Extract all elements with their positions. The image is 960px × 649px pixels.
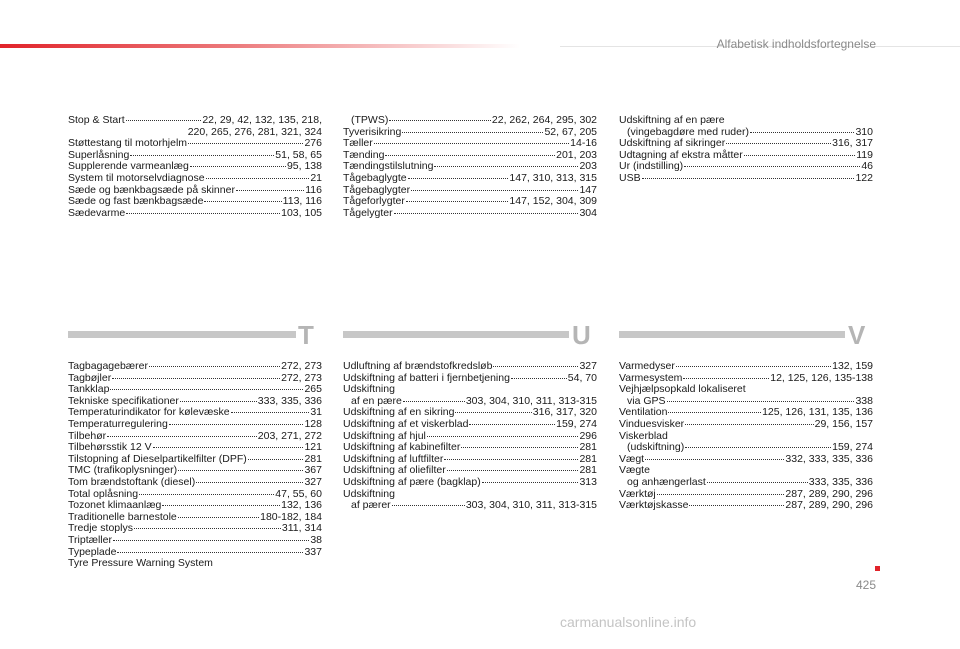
index-entry-label: Støttestang til motorhjelm: [68, 137, 188, 150]
index-entry-label: Udskiftning af luftfilter: [343, 452, 444, 465]
index-entry-pages: 316, 317: [832, 137, 873, 150]
index-entry-label: Udskiftning af oliefilter: [343, 464, 446, 477]
dot-leader: [134, 528, 281, 529]
index-entry-pages: 332, 333, 335, 336: [785, 452, 873, 465]
index-entry: [68, 196, 322, 208]
index-entry: [619, 361, 873, 373]
index-entry-label: Traditionelle barnestole: [68, 510, 177, 523]
index-entry-pages: 113, 116: [282, 195, 322, 208]
dot-leader: [461, 447, 578, 448]
index-entry-pages: 303, 304, 310, 311, 313-315: [465, 499, 597, 512]
index-entry: [619, 115, 873, 127]
index-entry-label: Tredje stoplys: [68, 522, 133, 535]
index-entry-label: Supplerende varmeanlæg: [68, 160, 189, 173]
index-entry: [619, 477, 873, 489]
dot-leader: [750, 132, 854, 133]
dot-leader: [683, 378, 769, 379]
index-entry-pages: 54, 70: [567, 371, 597, 384]
index-entry-pages: 22, 262, 264, 295, 302: [491, 114, 597, 126]
index-entry-pages: 367: [304, 464, 322, 477]
index-entry-label: Værktøjskasse: [619, 499, 689, 512]
index-entry: [343, 127, 597, 139]
index-entry-label: Tæller: [343, 137, 373, 150]
dot-leader: [645, 459, 784, 460]
watermark: carmanualsonline.info: [560, 614, 697, 630]
dot-leader: [110, 389, 303, 390]
dot-leader: [403, 401, 465, 402]
dot-leader: [117, 552, 303, 553]
index-column-1-t: [68, 361, 322, 570]
dot-leader: [126, 120, 202, 121]
index-entry-label: TMC (trafikoplysninger): [68, 464, 178, 477]
index-entry-label: Udskiftning af et viskerblad: [343, 417, 469, 430]
dot-leader: [493, 366, 578, 367]
dot-leader: [178, 470, 303, 471]
index-entry-pages: 122: [855, 171, 873, 184]
dot-leader: [196, 482, 303, 483]
index-entry: [343, 173, 597, 185]
index-entry-pages: 327: [304, 475, 322, 488]
index-entry-pages: 47, 55, 60: [275, 487, 322, 500]
index-entry: [68, 115, 322, 138]
index-column-3-top: [619, 115, 873, 185]
index-entry-pages: 132, 159: [832, 360, 873, 372]
section-letter-u: U: [572, 320, 591, 350]
index-entry: [343, 477, 597, 489]
dot-leader: [385, 155, 555, 156]
section-letter-t: T: [298, 320, 314, 350]
index-entry-label: Tågelygter: [343, 206, 393, 219]
index-entry-pages: 311, 314: [281, 522, 322, 535]
page-number: 425: [855, 578, 876, 592]
index-entry-label: (vingebagdøre med ruder): [627, 125, 749, 138]
index-entry-pages: 52, 67, 205: [544, 125, 597, 138]
index-entry-pages: 337: [304, 545, 322, 558]
index-entry-label: Tyre Pressure Warning System: [68, 557, 213, 570]
index-entry-pages: 201, 203: [556, 148, 597, 161]
section-divider-t: [68, 331, 296, 338]
page-marker: [875, 566, 880, 571]
index-entry-pages: 303, 304, 310, 311, 313-315: [465, 394, 597, 407]
section-divider-v: [619, 331, 845, 338]
dot-leader: [139, 494, 274, 495]
index-entry-label: (TPWS): [351, 114, 389, 126]
dot-leader: [469, 424, 555, 425]
index-entry-label: Sædevarme: [68, 206, 126, 219]
index-entry-pages: 51, 58, 65: [275, 148, 322, 161]
index-entry-pages: 119: [856, 148, 873, 161]
index-entry-label: Vægt: [619, 452, 645, 465]
dot-leader: [455, 412, 531, 413]
index-entry-pages: 281: [304, 452, 322, 465]
dot-leader: [236, 190, 304, 191]
section-letter-v: V: [848, 320, 866, 350]
page-title: Alfabetisk indholdsfortegnelse: [716, 37, 876, 51]
index-entry-label: Typeplade: [68, 545, 117, 558]
dot-leader: [667, 401, 855, 402]
index-entry-label: Ventilation: [619, 406, 668, 419]
dot-leader: [726, 143, 831, 144]
index-entry-label: Sæde og fast bænkbagsæde: [68, 195, 204, 208]
index-entry-pages: 12, 125, 126, 135-138: [770, 371, 873, 384]
section-divider-u: [343, 331, 569, 338]
index-entry-label: Tyverisikring: [343, 125, 402, 138]
index-entry-label: Udskiftning af batteri i fjernbetjening: [343, 371, 510, 384]
index-entry-pages: 159, 274: [832, 441, 873, 454]
dot-leader: [744, 155, 856, 156]
index-entry: [68, 442, 322, 454]
index-entry-label: Tågebaglygter: [343, 183, 411, 196]
index-entry-label: via GPS: [627, 394, 666, 407]
index-entry-pages: 287, 289, 290, 296: [785, 487, 873, 500]
index-entry-pages: 310: [855, 125, 873, 138]
index-entry-label: af pærer: [351, 499, 391, 512]
index-entry: [343, 500, 597, 512]
dot-leader: [107, 436, 257, 437]
index-column-2-top: [343, 115, 597, 219]
dot-leader: [685, 424, 813, 425]
index-entry-pages: 159, 274: [556, 417, 597, 430]
dot-leader: [126, 213, 280, 214]
index-entry-label: Tågebaglygte: [343, 171, 407, 184]
index-entry-pages: 180-182, 184: [260, 510, 322, 523]
dot-leader: [406, 201, 509, 202]
dot-leader: [402, 132, 543, 133]
index-entry-label: Tozonet klimaanlæg: [68, 499, 162, 512]
dot-leader: [707, 482, 808, 483]
dot-leader: [112, 378, 280, 379]
index-entry: [68, 173, 322, 185]
index-entry-label: Udskiftning af en sikring: [343, 406, 455, 419]
index-entry: [68, 208, 322, 220]
index-entry-label: Varmedyser: [619, 360, 675, 372]
index-entry-pages: 121: [304, 441, 322, 454]
index-entry-label: Tagbøjler: [68, 371, 112, 384]
index-entry-label: Tågeforlygter: [343, 195, 405, 208]
index-entry-label: System til motorselvdiagnose: [68, 171, 205, 184]
index-entry-label: Superlåsning: [68, 148, 130, 161]
index-entry-pages: 132, 136: [281, 499, 322, 512]
dot-leader: [188, 143, 303, 144]
index-entry: [619, 500, 873, 512]
index-entry-pages: 203, 271, 272: [257, 429, 322, 442]
index-entry-label: Varmesystem: [619, 371, 683, 384]
dot-leader: [684, 166, 860, 167]
dot-leader: [482, 482, 579, 483]
index-entry-label: Temperaturregulering: [68, 417, 168, 430]
index-entry-label: Tilbehørsstik 12 V: [68, 441, 152, 454]
dot-leader: [389, 120, 491, 121]
index-entry-pages: 281: [579, 464, 597, 477]
index-entry-label: Tagbagagebærer: [68, 360, 148, 372]
index-entry: [68, 419, 322, 431]
index-entry-pages: 272, 273: [281, 360, 322, 372]
index-entry-pages: 287, 289, 290, 296: [785, 499, 873, 512]
index-entry-pages-continued: 220, 265, 276, 281, 321, 324: [187, 125, 322, 138]
index-entry-pages: 147, 310, 313, 315: [509, 171, 597, 184]
index-entry-pages: 103, 105: [281, 206, 322, 219]
index-entry-pages: 22, 29, 42, 132, 135, 218,: [202, 114, 322, 126]
index-entry-label: Tom brændstoftank (diesel): [68, 475, 196, 488]
index-entry: [619, 161, 873, 173]
index-entry-pages: 333, 335, 336: [257, 394, 322, 407]
index-column-1-top: [68, 115, 322, 219]
index-entry-label: Værktøj: [619, 487, 656, 500]
index-entry: [343, 196, 597, 208]
index-entry: [343, 442, 597, 454]
index-entry: [68, 558, 322, 570]
dot-leader: [130, 155, 274, 156]
index-entry-label: Udskiftning af en pære: [619, 114, 725, 126]
index-entry: [343, 419, 597, 431]
index-entry-pages: 327: [579, 360, 597, 372]
index-entry-label: Viskerblad: [619, 429, 668, 442]
index-entry: [68, 535, 322, 547]
dot-leader: [169, 424, 304, 425]
index-entry-pages: 29, 156, 157: [814, 417, 873, 430]
dot-leader: [180, 401, 257, 402]
dot-leader: [231, 412, 310, 413]
dot-leader: [427, 436, 579, 437]
index-entry-label: Udskiftning af pære (bagklap): [343, 475, 481, 488]
index-entry-label: USB: [619, 171, 641, 184]
dot-leader: [392, 505, 465, 506]
index-entry-label: Tekniske specifikationer: [68, 394, 179, 407]
index-entry-label: Udskiftning: [343, 383, 395, 396]
index-entry-pages: 95, 138: [286, 160, 322, 173]
index-entry-label: Udskiftning af kabinefilter: [343, 441, 461, 454]
dot-leader: [411, 190, 578, 191]
index-entry-pages: 147, 152, 304, 309: [509, 195, 597, 208]
index-entry-pages: 276: [304, 137, 322, 150]
index-entry-pages: 14-16: [570, 137, 597, 150]
index-entry-pages: 38: [310, 533, 322, 546]
index-entry-pages: 304: [579, 206, 597, 219]
index-entry-pages: 333, 335, 336: [808, 475, 873, 488]
index-entry-label: Tilstopning af Dieselpartikelfilter (DPF): [68, 452, 247, 465]
index-entry-label: Tankklap: [68, 383, 110, 396]
index-entry: [619, 454, 873, 466]
index-entry-pages: 203: [579, 160, 597, 173]
index-entry-pages: 281: [579, 441, 597, 454]
dot-leader: [511, 378, 567, 379]
index-entry-pages: 21: [310, 171, 322, 184]
index-entry-label: Tilbehør: [68, 429, 107, 442]
dot-leader: [113, 540, 309, 541]
index-entry-label: Ur (indstilling): [619, 160, 684, 173]
index-entry: [343, 208, 597, 220]
index-entry-label: (udskiftning): [627, 441, 685, 454]
index-entry: [343, 115, 597, 127]
dot-leader: [374, 143, 569, 144]
index-entry-pages: 147: [579, 183, 597, 196]
index-entry-pages: 125, 126, 131, 135, 136: [762, 406, 873, 419]
dot-leader: [206, 178, 310, 179]
header-accent-bar: [0, 44, 520, 48]
index-entry: [68, 361, 322, 373]
index-entry-label: Udluftning af brændstofkredsløb: [343, 360, 493, 372]
index-entry-label: Tændingstilslutning: [343, 160, 434, 173]
index-entry: [619, 442, 873, 454]
index-entry-label: Total oplåsning: [68, 487, 139, 500]
index-entry-pages: 281: [579, 452, 597, 465]
dot-leader: [190, 166, 286, 167]
index-entry: [343, 361, 597, 373]
dot-leader: [676, 366, 831, 367]
index-entry: [619, 419, 873, 431]
index-column-2-u: [343, 361, 597, 512]
index-entry-label: Triptæller: [68, 533, 112, 546]
index-column-3-v: [619, 361, 873, 512]
index-entry-label: Sæde og bænkbagsæde på skinner: [68, 183, 235, 196]
index-entry-pages: 296: [579, 429, 597, 442]
index-entry-label: og anhængerlast: [627, 475, 706, 488]
index-entry-label: Udskiftning: [343, 487, 395, 500]
index-entry-label: Udskiftning af hjul: [343, 429, 426, 442]
index-entry-label: Vægte: [619, 464, 650, 477]
dot-leader: [447, 470, 579, 471]
index-entry-pages: 265: [304, 383, 322, 396]
dot-leader: [248, 459, 304, 460]
dot-leader: [685, 447, 831, 448]
index-entry-pages: 338: [855, 394, 873, 407]
dot-leader: [689, 505, 784, 506]
index-entry-pages: 128: [304, 417, 322, 430]
dot-leader: [668, 412, 761, 413]
dot-leader: [408, 178, 509, 179]
dot-leader: [657, 494, 785, 495]
index-entry-pages: 116: [305, 183, 322, 196]
index-entry-label: Vinduesvisker: [619, 417, 685, 430]
dot-leader: [642, 178, 855, 179]
dot-leader: [434, 166, 578, 167]
dot-leader: [162, 505, 280, 506]
index-entry-label: af en pære: [351, 394, 402, 407]
dot-leader: [394, 213, 579, 214]
index-entry-pages: 31: [310, 406, 322, 419]
index-entry: [619, 173, 873, 185]
dot-leader: [153, 447, 304, 448]
index-entry-label: Vejhjælpsopkald lokaliseret: [619, 383, 746, 396]
dot-leader: [178, 517, 259, 518]
index-entry-label: Udskiftning af sikringer: [619, 137, 726, 150]
index-entry-label: Udtagning af ekstra måtter: [619, 148, 743, 161]
dot-leader: [149, 366, 280, 367]
index-entry-pages: 313: [579, 475, 597, 488]
dot-leader: [444, 459, 578, 460]
dot-leader: [204, 201, 281, 202]
index-entry-pages: 46: [861, 160, 873, 173]
index-entry-pages: 272, 273: [281, 371, 322, 384]
index-entry-pages: 316, 317, 320: [532, 406, 597, 419]
index-entry: [68, 500, 322, 512]
index-entry-label: Stop & Start: [68, 114, 125, 126]
index-entry-label: Temperaturindikator for kølevæske: [68, 406, 230, 419]
index-entry-label: Tænding: [343, 148, 385, 161]
index-entry: [68, 477, 322, 489]
